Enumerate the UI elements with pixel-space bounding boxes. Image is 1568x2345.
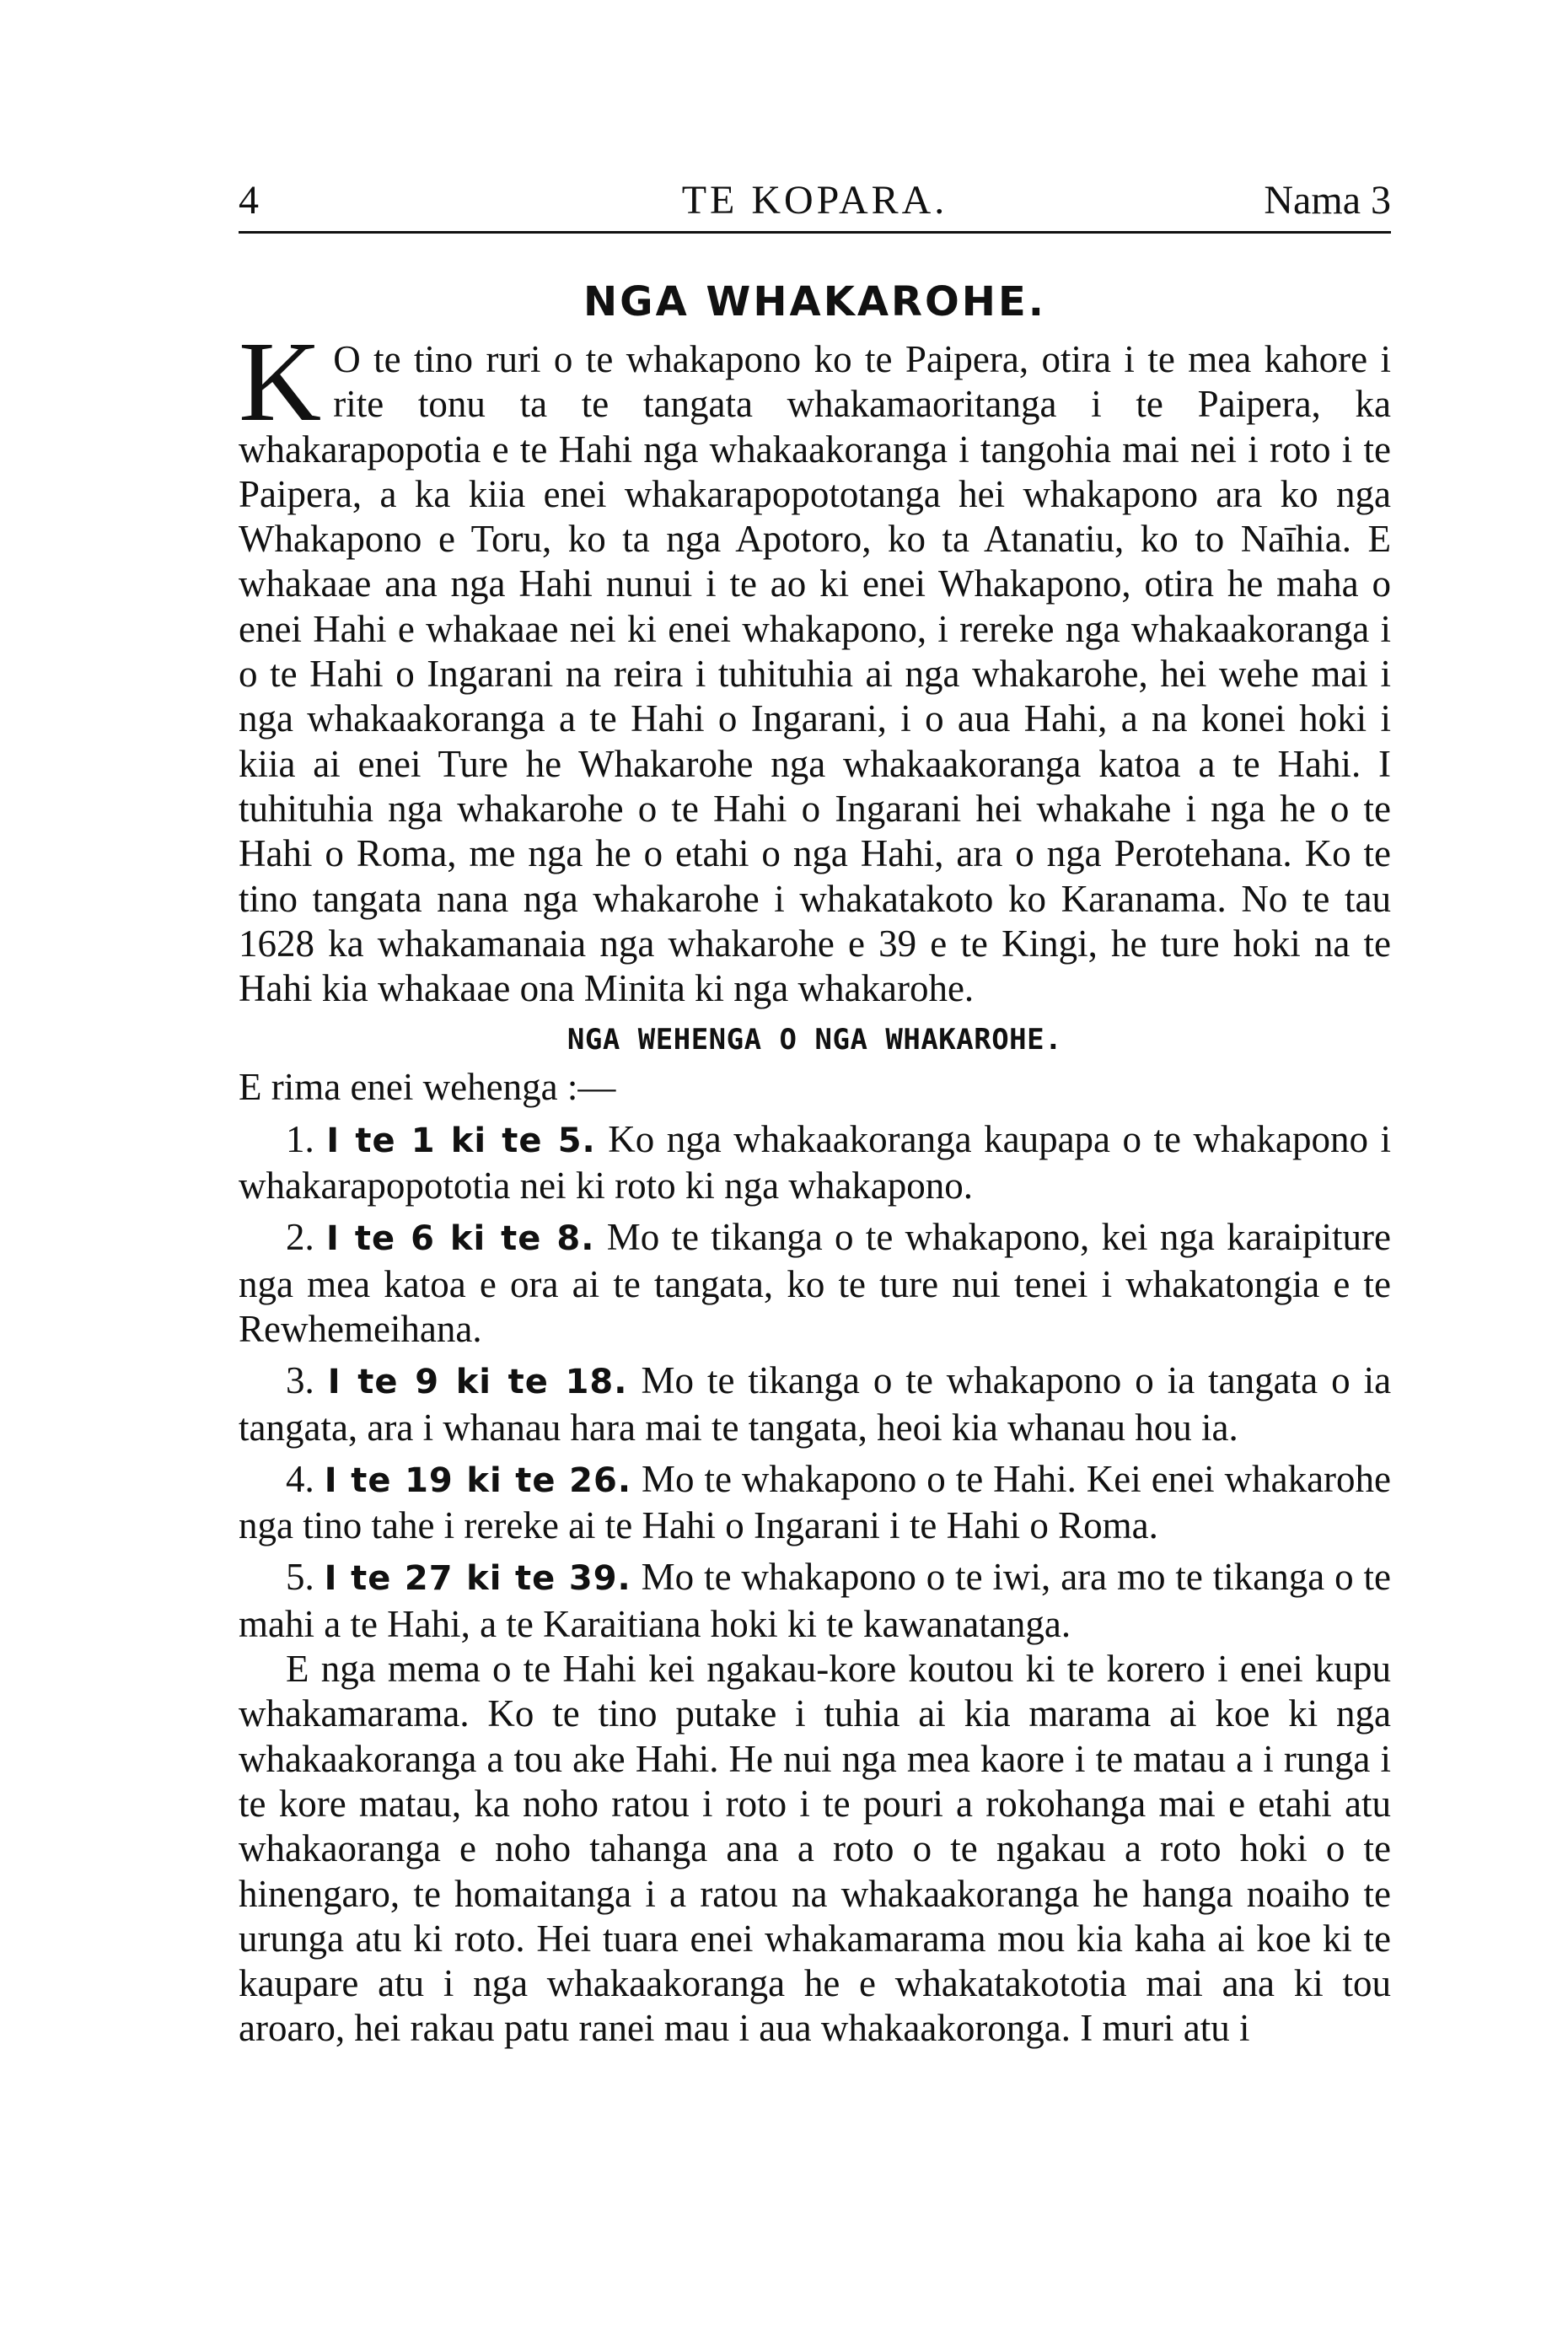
drop-cap: K xyxy=(239,319,322,445)
division-reference: I te 9 ki te 18. xyxy=(327,1363,628,1402)
division-item xyxy=(239,1117,1391,1209)
intro-paragraph xyxy=(239,319,1391,1011)
article-body xyxy=(239,319,1392,2052)
division-reference: I te 27 ki te 39. xyxy=(324,1559,631,1599)
division-reference: I te 1 ki te 5. xyxy=(326,1121,596,1160)
section-heading: NGA WEHENGA O NGA WHAKAROHE. xyxy=(567,1023,1063,1057)
divisions-intro: E rima enei wehenga :— xyxy=(239,1066,616,1109)
division-text: Mo te tikanga o te whakapono, kei nga karaipiture nga mea katoa e ora ai te tangata, ko te ture nui tenei i whakatongia e te Rewhemeihana. xyxy=(239,1216,1392,1350)
page-title: NGA WHAKAROHE. xyxy=(583,278,1046,325)
division-text: Mo te whakapono o te Hahi. Kei enei whakarohe nga tino tahe i rereke ai te Hahi o Ingarani i te Hahi o Roma. xyxy=(239,1457,1391,1547)
page-number: 4 xyxy=(239,178,259,223)
division-text: Mo te tikanga o te whakapono o ia tangata o ia tangata, ara i whanau hara mai te tangata, heoi kia whanau hou ia. xyxy=(239,1359,1392,1449)
division-item xyxy=(239,1358,1391,1450)
division-item xyxy=(239,1215,1391,1352)
running-header xyxy=(239,177,1391,234)
division-number: 1. xyxy=(286,1117,314,1160)
division-reference: I te 19 ki te 26. xyxy=(324,1460,632,1500)
division-number: 4. xyxy=(286,1457,314,1500)
division-text: Mo te whakapono o te iwi, ara mo te tikanga o te mahi a te Hahi, a te Karaitiana hoki ki te kawanatanga. xyxy=(239,1556,1392,1645)
division-number: 2. xyxy=(286,1216,314,1259)
division-number: 5. xyxy=(286,1556,314,1599)
closing-paragraph: E nga mema o te Hahi kei ngakau-kore koutou ki te korero i enei kupu whakamarama. Ko te tino putake i tuhia ai kia marama ai koe ki nga whakaakoranga a tou ake Hahi. He nui nga mea kaore i te matau a i runga i te kore matau, ka noho ratou i roto i te pouri a rokohanga mai e etahi atu whakaoranga e noho tahanga ana a roto o te ngakau a roto hoki o te hinengaro, te homaitanga i a ratou na whakaakoranga he hanga noaiho te urunga atu ki roto. Hei tuara enei whakamarama mou kia kaha ai koe ki te kaupare atu i nga whakaakoranga he e whakatakototia mai ana ki tou aroaro, hei rakau patu ranei mau i aua whakaakoronga. I muri atu i xyxy=(239,1648,1391,2050)
running-title: TE KOPARA. xyxy=(681,178,948,223)
intro-text: O te tino ruri o te whakapono ko te Paipera, otira i te mea kahore i rite tonu ta te tangata whakamaoritanga i te Paipera, ka whakarapopotia e te Hahi nga whakaakoranga i tangohia mai nei i roto i te Paipera, a ka kiia enei whakarapopototanga hei whakapono ara ko nga Whakapono e Toru, ko ta nga Apotoro, ko ta Atanatiu, ko to Naīhia. E whakaae ana nga Hahi nunui i te ao ki enei Whakapono, otira he maha o enei Hahi e whakaae nei ki enei whakapono, i rereke nga whakaakoranga i o te Hahi o Ingarani na reira i tuhituhia ai nga whakarohe, hei wehe mai i nga whakaakoranga a te Hahi o Ingarani, i o aua Hahi, a na konei hoki i kiia ai enei Ture he Whakarohe nga whakaakoranga katoa a te Hahi. I tuhituhia nga whakarohe o te Hahi o Ingarani hei whakahe i nga he o te Hahi o Roma, me nga he o etahi o nga Hahi, ara o nga Perotehana. Ko te tino tangata nana nga whakarohe i whakatakoto ko Karanama. No te tau 1628 ka whakamanaia nga whakarohe e 39 e te Kingi, he ture hoki na te Hahi kia whakaae ona Minita ki nga whakarohe. xyxy=(239,338,1391,1010)
division-item xyxy=(239,1457,1391,1549)
issue-number: Nama 3 xyxy=(1264,178,1391,223)
division-number: 3. xyxy=(286,1359,314,1402)
division-text: Ko nga whakaakoranga kaupapa o te whakapono i whakarapopototia nei ki roto ki nga whakapono. xyxy=(239,1117,1391,1207)
division-reference: I te 6 ki te 8. xyxy=(326,1219,595,1259)
division-item xyxy=(239,1555,1391,1647)
